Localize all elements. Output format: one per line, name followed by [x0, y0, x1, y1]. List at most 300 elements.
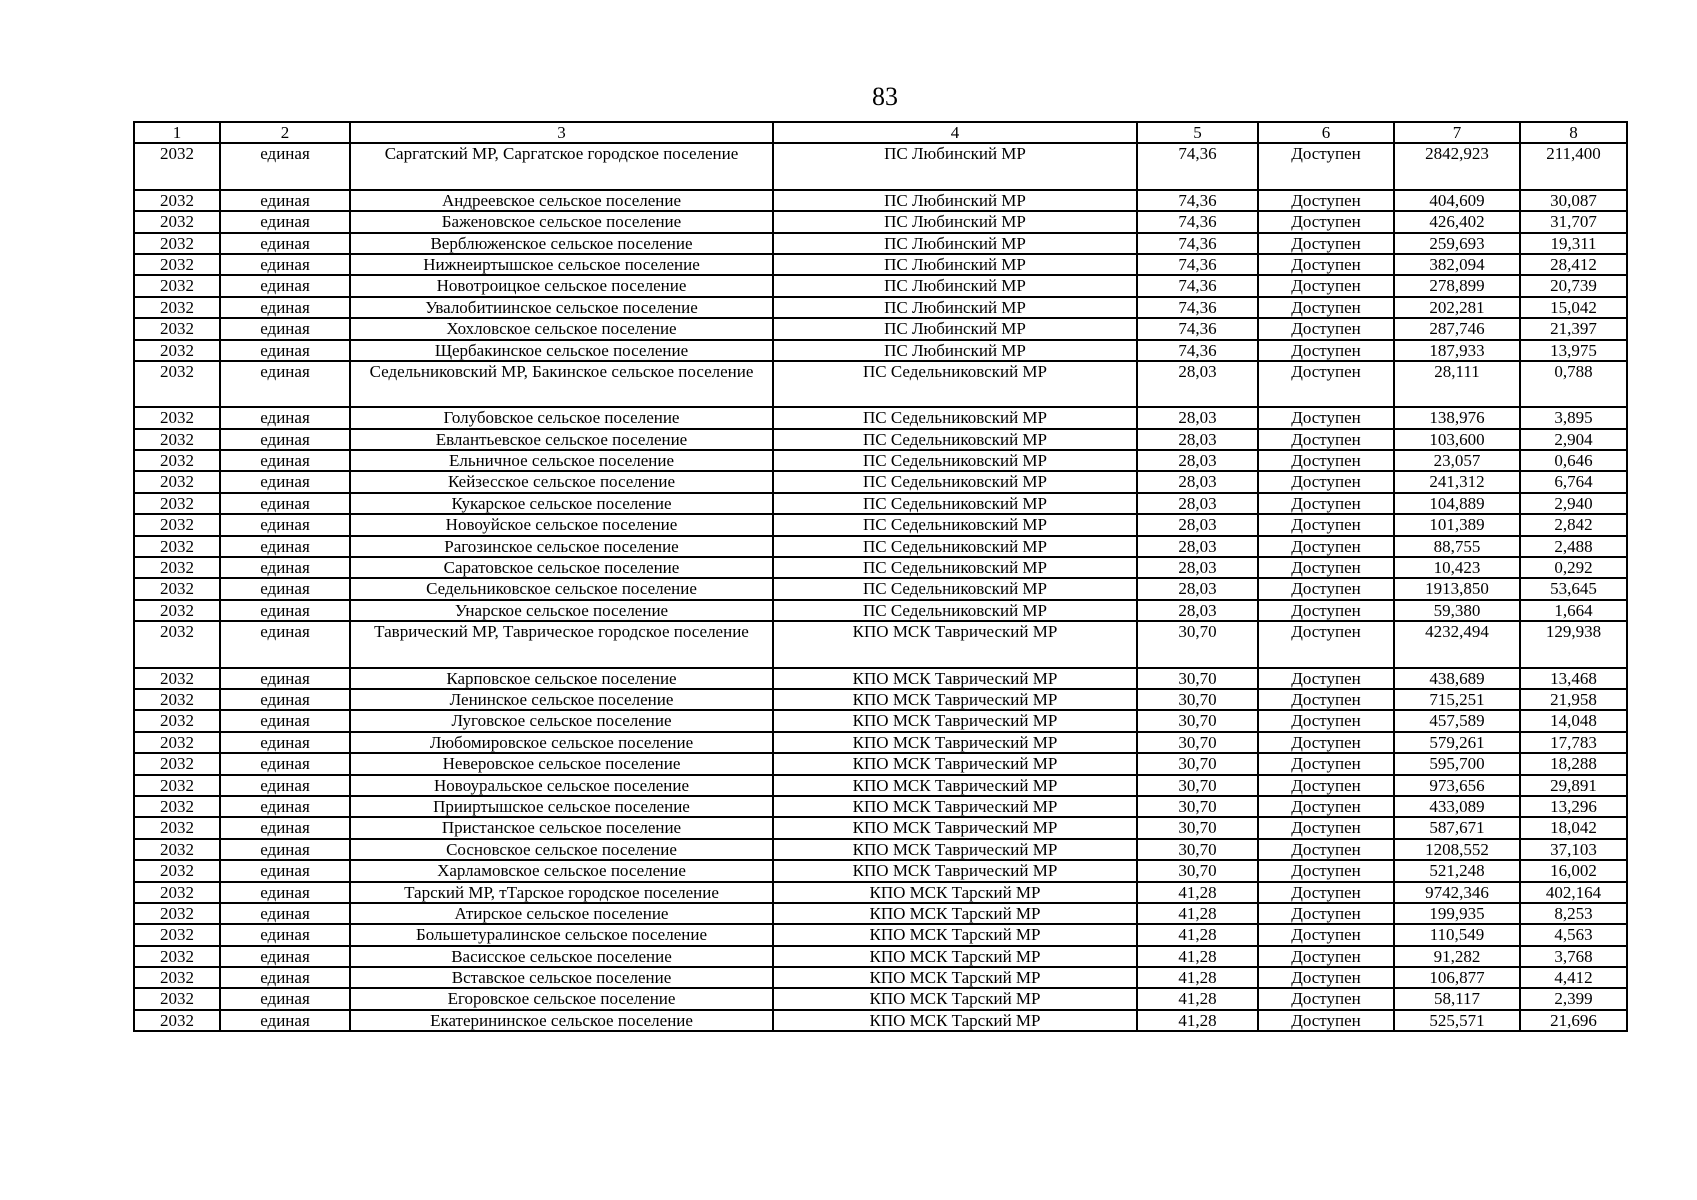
value-7-cell: 521,248	[1394, 860, 1520, 881]
year-cell: 2032	[134, 471, 220, 492]
data-table	[133, 121, 1628, 1032]
value-5-cell: 74,36	[1137, 211, 1258, 232]
year-cell: 2032	[134, 429, 220, 450]
value-7-cell: 187,933	[1394, 340, 1520, 361]
table-row	[134, 600, 1627, 621]
value-7-cell: 715,251	[1394, 689, 1520, 710]
status-cell: Доступен	[1258, 361, 1394, 407]
settlement-cell: Ленинское сельское поселение	[350, 689, 773, 710]
settlement-cell: Атирское сельское поселение	[350, 903, 773, 924]
type-cell: единая	[220, 211, 350, 232]
status-cell: Доступен	[1258, 254, 1394, 275]
status-cell: Доступен	[1258, 233, 1394, 254]
year-cell: 2032	[134, 753, 220, 774]
source-cell: КПО МСК Таврический МР	[773, 668, 1137, 689]
type-cell: единая	[220, 839, 350, 860]
settlement-cell: Сосновское сельское поселение	[350, 839, 773, 860]
type-cell: единая	[220, 578, 350, 599]
value-5-cell: 28,03	[1137, 493, 1258, 514]
type-cell: единая	[220, 860, 350, 881]
type-cell: единая	[220, 275, 350, 296]
value-8-cell: 18,288	[1520, 753, 1627, 774]
year-cell: 2032	[134, 621, 220, 667]
status-cell: Доступен	[1258, 967, 1394, 988]
value-7-cell: 104,889	[1394, 493, 1520, 514]
type-cell: единая	[220, 514, 350, 535]
type-cell: единая	[220, 817, 350, 838]
column-header: 6	[1258, 122, 1394, 143]
year-cell: 2032	[134, 361, 220, 407]
value-7-cell: 259,693	[1394, 233, 1520, 254]
settlement-cell: Щербакинское сельское поселение	[350, 340, 773, 361]
value-8-cell: 2,904	[1520, 429, 1627, 450]
source-cell: КПО МСК Тарский МР	[773, 967, 1137, 988]
table-row	[134, 340, 1627, 361]
year-cell: 2032	[134, 924, 220, 945]
settlement-cell: Кукарское сельское поселение	[350, 493, 773, 514]
year-cell: 2032	[134, 839, 220, 860]
year-cell: 2032	[134, 903, 220, 924]
value-5-cell: 41,28	[1137, 903, 1258, 924]
value-8-cell: 29,891	[1520, 775, 1627, 796]
value-7-cell: 382,094	[1394, 254, 1520, 275]
year-cell: 2032	[134, 689, 220, 710]
table-row	[134, 967, 1627, 988]
value-7-cell: 4232,494	[1394, 621, 1520, 667]
value-7-cell: 103,600	[1394, 429, 1520, 450]
value-8-cell: 0,646	[1520, 450, 1627, 471]
source-cell: КПО МСК Таврический МР	[773, 860, 1137, 881]
settlement-cell: Баженовское сельское поселение	[350, 211, 773, 232]
year-cell: 2032	[134, 233, 220, 254]
type-cell: единая	[220, 775, 350, 796]
year-cell: 2032	[134, 796, 220, 817]
year-cell: 2032	[134, 578, 220, 599]
value-7-cell: 525,571	[1394, 1010, 1520, 1031]
table-row	[134, 903, 1627, 924]
settlement-cell: Вставское сельское поселение	[350, 967, 773, 988]
source-cell: КПО МСК Тарский МР	[773, 903, 1137, 924]
value-8-cell: 0,788	[1520, 361, 1627, 407]
year-cell: 2032	[134, 557, 220, 578]
year-cell: 2032	[134, 514, 220, 535]
year-cell: 2032	[134, 190, 220, 211]
source-cell: ПС Седельниковский МР	[773, 471, 1137, 492]
type-cell: единая	[220, 143, 350, 189]
status-cell: Доступен	[1258, 1010, 1394, 1031]
type-cell: единая	[220, 233, 350, 254]
value-7-cell: 106,877	[1394, 967, 1520, 988]
table-row	[134, 429, 1627, 450]
table-row	[134, 143, 1627, 189]
value-8-cell: 21,958	[1520, 689, 1627, 710]
status-cell: Доступен	[1258, 621, 1394, 667]
table-row	[134, 775, 1627, 796]
year-cell: 2032	[134, 407, 220, 428]
value-5-cell: 30,70	[1137, 732, 1258, 753]
type-cell: единая	[220, 753, 350, 774]
value-7-cell: 579,261	[1394, 732, 1520, 753]
type-cell: единая	[220, 297, 350, 318]
value-5-cell: 28,03	[1137, 471, 1258, 492]
value-7-cell: 457,589	[1394, 710, 1520, 731]
table-header-row	[134, 122, 1627, 143]
source-cell: КПО МСК Таврический МР	[773, 796, 1137, 817]
settlement-cell: Верблюженское сельское поселение	[350, 233, 773, 254]
type-cell: единая	[220, 668, 350, 689]
source-cell: ПС Седельниковский МР	[773, 557, 1137, 578]
source-cell: ПС Седельниковский МР	[773, 493, 1137, 514]
value-8-cell: 129,938	[1520, 621, 1627, 667]
type-cell: единая	[220, 903, 350, 924]
value-7-cell: 199,935	[1394, 903, 1520, 924]
status-cell: Доступен	[1258, 988, 1394, 1009]
source-cell: КПО МСК Таврический МР	[773, 839, 1137, 860]
value-5-cell: 41,28	[1137, 946, 1258, 967]
value-8-cell: 0,292	[1520, 557, 1627, 578]
column-header: 5	[1137, 122, 1258, 143]
year-cell: 2032	[134, 946, 220, 967]
table-row	[134, 471, 1627, 492]
value-8-cell: 21,397	[1520, 318, 1627, 339]
table-row	[134, 536, 1627, 557]
table-row	[134, 796, 1627, 817]
table-row	[134, 557, 1627, 578]
status-cell: Доступен	[1258, 775, 1394, 796]
year-cell: 2032	[134, 318, 220, 339]
table-row	[134, 190, 1627, 211]
source-cell: КПО МСК Тарский МР	[773, 988, 1137, 1009]
source-cell: ПС Любинский МР	[773, 275, 1137, 296]
status-cell: Доступен	[1258, 429, 1394, 450]
table-row	[134, 817, 1627, 838]
value-7-cell: 241,312	[1394, 471, 1520, 492]
status-cell: Доступен	[1258, 689, 1394, 710]
settlement-cell: Прииртышское сельское поселение	[350, 796, 773, 817]
year-cell: 2032	[134, 775, 220, 796]
source-cell: КПО МСК Тарский МР	[773, 946, 1137, 967]
value-5-cell: 30,70	[1137, 860, 1258, 881]
source-cell: ПС Любинский МР	[773, 318, 1137, 339]
year-cell: 2032	[134, 967, 220, 988]
value-5-cell: 74,36	[1137, 190, 1258, 211]
table-row	[134, 275, 1627, 296]
table-row	[134, 839, 1627, 860]
type-cell: единая	[220, 407, 350, 428]
status-cell: Доступен	[1258, 407, 1394, 428]
source-cell: КПО МСК Таврический МР	[773, 621, 1137, 667]
value-5-cell: 30,70	[1137, 796, 1258, 817]
status-cell: Доступен	[1258, 710, 1394, 731]
type-cell: единая	[220, 190, 350, 211]
value-5-cell: 30,70	[1137, 710, 1258, 731]
column-header: 7	[1394, 122, 1520, 143]
type-cell: единая	[220, 318, 350, 339]
value-7-cell: 91,282	[1394, 946, 1520, 967]
status-cell: Доступен	[1258, 536, 1394, 557]
year-cell: 2032	[134, 340, 220, 361]
status-cell: Доступен	[1258, 732, 1394, 753]
value-5-cell: 74,36	[1137, 340, 1258, 361]
value-8-cell: 28,412	[1520, 254, 1627, 275]
value-8-cell: 2,940	[1520, 493, 1627, 514]
value-7-cell: 433,089	[1394, 796, 1520, 817]
table-row	[134, 450, 1627, 471]
table-row	[134, 578, 1627, 599]
value-5-cell: 28,03	[1137, 514, 1258, 535]
value-5-cell: 30,70	[1137, 775, 1258, 796]
table-row	[134, 233, 1627, 254]
value-5-cell: 28,03	[1137, 600, 1258, 621]
year-cell: 2032	[134, 988, 220, 1009]
settlement-cell: Рагозинское сельское поселение	[350, 536, 773, 557]
source-cell: ПС Любинский МР	[773, 233, 1137, 254]
type-cell: единая	[220, 1010, 350, 1031]
status-cell: Доступен	[1258, 143, 1394, 189]
value-8-cell: 16,002	[1520, 860, 1627, 881]
year-cell: 2032	[134, 817, 220, 838]
table-row	[134, 882, 1627, 903]
table-row	[134, 254, 1627, 275]
value-8-cell: 8,253	[1520, 903, 1627, 924]
source-cell: КПО МСК Таврический МР	[773, 689, 1137, 710]
column-header: 2	[220, 122, 350, 143]
table-row	[134, 988, 1627, 1009]
value-5-cell: 74,36	[1137, 254, 1258, 275]
value-8-cell: 3,768	[1520, 946, 1627, 967]
settlement-cell: Карповское сельское поселение	[350, 668, 773, 689]
year-cell: 2032	[134, 493, 220, 514]
table-row	[134, 860, 1627, 881]
status-cell: Доступен	[1258, 860, 1394, 881]
settlement-cell: Васисское сельское поселение	[350, 946, 773, 967]
column-header: 8	[1520, 122, 1627, 143]
status-cell: Доступен	[1258, 839, 1394, 860]
value-5-cell: 74,36	[1137, 275, 1258, 296]
source-cell: ПС Седельниковский МР	[773, 536, 1137, 557]
value-5-cell: 74,36	[1137, 233, 1258, 254]
settlement-cell: Тарский МР, тТарское городское поселение	[350, 882, 773, 903]
source-cell: ПС Седельниковский МР	[773, 514, 1137, 535]
year-cell: 2032	[134, 450, 220, 471]
status-cell: Доступен	[1258, 557, 1394, 578]
source-cell: ПС Любинский МР	[773, 190, 1137, 211]
value-7-cell: 595,700	[1394, 753, 1520, 774]
year-cell: 2032	[134, 860, 220, 881]
value-5-cell: 28,03	[1137, 429, 1258, 450]
table-row	[134, 361, 1627, 407]
status-cell: Доступен	[1258, 275, 1394, 296]
source-cell: ПС Седельниковский МР	[773, 361, 1137, 407]
year-cell: 2032	[134, 297, 220, 318]
type-cell: единая	[220, 689, 350, 710]
value-5-cell: 74,36	[1137, 143, 1258, 189]
value-5-cell: 41,28	[1137, 988, 1258, 1009]
value-7-cell: 110,549	[1394, 924, 1520, 945]
value-7-cell: 28,111	[1394, 361, 1520, 407]
year-cell: 2032	[134, 275, 220, 296]
value-5-cell: 30,70	[1137, 817, 1258, 838]
settlement-cell: Егоровское сельское поселение	[350, 988, 773, 1009]
settlement-cell: Саратовское сельское поселение	[350, 557, 773, 578]
value-8-cell: 17,783	[1520, 732, 1627, 753]
settlement-cell: Саргатский МР, Саргатское городское поселение	[350, 143, 773, 189]
value-5-cell: 41,28	[1137, 1010, 1258, 1031]
settlement-cell: Екатерининское сельское поселение	[350, 1010, 773, 1031]
status-cell: Доступен	[1258, 190, 1394, 211]
value-8-cell: 37,103	[1520, 839, 1627, 860]
source-cell: ПС Любинский МР	[773, 254, 1137, 275]
year-cell: 2032	[134, 600, 220, 621]
column-header: 4	[773, 122, 1137, 143]
value-7-cell: 2842,923	[1394, 143, 1520, 189]
type-cell: единая	[220, 429, 350, 450]
source-cell: ПС Любинский МР	[773, 297, 1137, 318]
value-8-cell: 6,764	[1520, 471, 1627, 492]
value-5-cell: 41,28	[1137, 967, 1258, 988]
table-row	[134, 621, 1627, 667]
value-7-cell: 404,609	[1394, 190, 1520, 211]
page-number: 83	[872, 82, 898, 111]
type-cell: единая	[220, 600, 350, 621]
settlement-cell: Хохловское сельское поселение	[350, 318, 773, 339]
table-row	[134, 668, 1627, 689]
source-cell: КПО МСК Тарский МР	[773, 924, 1137, 945]
status-cell: Доступен	[1258, 924, 1394, 945]
year-cell: 2032	[134, 668, 220, 689]
value-5-cell: 30,70	[1137, 621, 1258, 667]
source-cell: КПО МСК Таврический МР	[773, 817, 1137, 838]
value-7-cell: 58,117	[1394, 988, 1520, 1009]
value-7-cell: 587,671	[1394, 817, 1520, 838]
source-cell: ПС Седельниковский МР	[773, 600, 1137, 621]
status-cell: Доступен	[1258, 903, 1394, 924]
value-7-cell: 438,689	[1394, 668, 1520, 689]
value-8-cell: 2,399	[1520, 988, 1627, 1009]
value-7-cell: 9742,346	[1394, 882, 1520, 903]
value-7-cell: 23,057	[1394, 450, 1520, 471]
status-cell: Доступен	[1258, 297, 1394, 318]
value-7-cell: 278,899	[1394, 275, 1520, 296]
status-cell: Доступен	[1258, 211, 1394, 232]
status-cell: Доступен	[1258, 514, 1394, 535]
value-8-cell: 13,975	[1520, 340, 1627, 361]
value-5-cell: 28,03	[1137, 536, 1258, 557]
value-7-cell: 88,755	[1394, 536, 1520, 557]
settlement-cell: Андреевское сельское поселение	[350, 190, 773, 211]
table-row	[134, 732, 1627, 753]
value-8-cell: 21,696	[1520, 1010, 1627, 1031]
value-7-cell: 1208,552	[1394, 839, 1520, 860]
value-8-cell: 2,842	[1520, 514, 1627, 535]
status-cell: Доступен	[1258, 340, 1394, 361]
value-5-cell: 30,70	[1137, 839, 1258, 860]
value-8-cell: 19,311	[1520, 233, 1627, 254]
table-row	[134, 211, 1627, 232]
table-row	[134, 297, 1627, 318]
year-cell: 2032	[134, 143, 220, 189]
table-row	[134, 946, 1627, 967]
value-7-cell: 426,402	[1394, 211, 1520, 232]
value-8-cell: 4,412	[1520, 967, 1627, 988]
value-8-cell: 30,087	[1520, 190, 1627, 211]
status-cell: Доступен	[1258, 471, 1394, 492]
value-5-cell: 41,28	[1137, 924, 1258, 945]
value-8-cell: 1,664	[1520, 600, 1627, 621]
value-5-cell: 28,03	[1137, 407, 1258, 428]
status-cell: Доступен	[1258, 493, 1394, 514]
source-cell: ПС Любинский МР	[773, 340, 1137, 361]
column-header: 1	[134, 122, 220, 143]
table-row	[134, 407, 1627, 428]
status-cell: Доступен	[1258, 796, 1394, 817]
table-row	[134, 710, 1627, 731]
status-cell: Доступен	[1258, 450, 1394, 471]
source-cell: КПО МСК Таврический МР	[773, 732, 1137, 753]
value-7-cell: 101,389	[1394, 514, 1520, 535]
value-8-cell: 31,707	[1520, 211, 1627, 232]
type-cell: единая	[220, 988, 350, 1009]
settlement-cell: Луговское сельское поселение	[350, 710, 773, 731]
status-cell: Доступен	[1258, 817, 1394, 838]
settlement-cell: Любомировское сельское поселение	[350, 732, 773, 753]
type-cell: единая	[220, 557, 350, 578]
value-5-cell: 28,03	[1137, 450, 1258, 471]
value-7-cell: 59,380	[1394, 600, 1520, 621]
settlement-cell: Евлантьевское сельское поселение	[350, 429, 773, 450]
type-cell: единая	[220, 536, 350, 557]
settlement-cell: Пристанское сельское поселение	[350, 817, 773, 838]
value-7-cell: 973,656	[1394, 775, 1520, 796]
type-cell: единая	[220, 493, 350, 514]
source-cell: КПО МСК Таврический МР	[773, 710, 1137, 731]
settlement-cell: Большетуралинское сельское поселение	[350, 924, 773, 945]
type-cell: единая	[220, 967, 350, 988]
settlement-cell: Таврический МР, Таврическое городское поселение	[350, 621, 773, 667]
value-5-cell: 30,70	[1137, 753, 1258, 774]
value-5-cell: 28,03	[1137, 557, 1258, 578]
table-body	[134, 143, 1627, 1031]
table-row	[134, 1010, 1627, 1031]
value-8-cell: 3,895	[1520, 407, 1627, 428]
value-8-cell: 402,164	[1520, 882, 1627, 903]
year-cell: 2032	[134, 536, 220, 557]
value-8-cell: 2,488	[1520, 536, 1627, 557]
value-8-cell: 13,296	[1520, 796, 1627, 817]
source-cell: КПО МСК Таврический МР	[773, 775, 1137, 796]
settlement-cell: Харламовское сельское поселение	[350, 860, 773, 881]
settlement-cell: Седельниковский МР, Бакинское сельское поселение	[350, 361, 773, 407]
column-header: 3	[350, 122, 773, 143]
source-cell: ПС Любинский МР	[773, 211, 1137, 232]
value-8-cell: 211,400	[1520, 143, 1627, 189]
value-8-cell: 13,468	[1520, 668, 1627, 689]
status-cell: Доступен	[1258, 882, 1394, 903]
value-8-cell: 53,645	[1520, 578, 1627, 599]
value-5-cell: 28,03	[1137, 578, 1258, 599]
table-row	[134, 689, 1627, 710]
status-cell: Доступен	[1258, 318, 1394, 339]
table-row	[134, 924, 1627, 945]
value-5-cell: 74,36	[1137, 297, 1258, 318]
source-cell: КПО МСК Тарский МР	[773, 882, 1137, 903]
value-8-cell: 15,042	[1520, 297, 1627, 318]
value-5-cell: 41,28	[1137, 882, 1258, 903]
source-cell: КПО МСК Таврический МР	[773, 753, 1137, 774]
type-cell: единая	[220, 254, 350, 275]
table-row	[134, 318, 1627, 339]
source-cell: ПС Седельниковский МР	[773, 578, 1137, 599]
